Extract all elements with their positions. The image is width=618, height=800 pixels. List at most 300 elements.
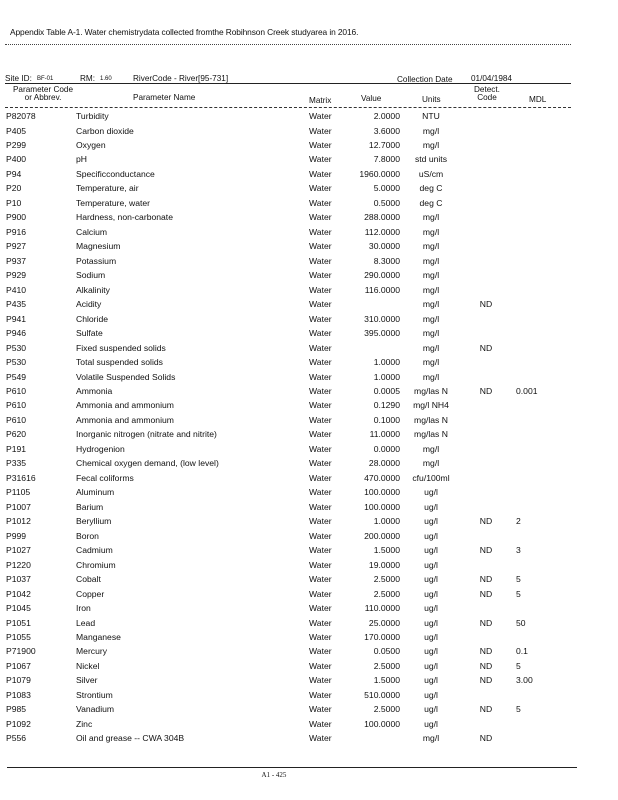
table-row: [0, 110, 618, 125]
table-row: [0, 414, 618, 429]
parameter-name-cell: Calcium: [76, 226, 108, 237]
table-row: [0, 559, 618, 574]
table-row: [0, 342, 618, 357]
value-cell: 100.0000: [364, 501, 400, 512]
value-cell: 25.0000: [368, 617, 400, 628]
table-row: [0, 298, 618, 313]
value-cell: 28.0000: [368, 458, 400, 469]
parameter-code-cell: P610: [6, 414, 27, 425]
units-cell: ug/l: [424, 530, 438, 541]
table-row: [0, 211, 618, 226]
detect-code-cell: ND: [479, 385, 493, 396]
units-cell: ug/l: [424, 704, 438, 715]
detect-code-cell: ND: [479, 675, 493, 686]
parameter-code-cell: P71900: [6, 646, 36, 657]
detect-code-cell: ND: [479, 574, 493, 584]
parameter-name-cell: Silver: [76, 675, 98, 686]
value-cell: 112.0000: [364, 226, 400, 237]
value-cell: 8.3000: [373, 255, 400, 266]
units-cell: mg/l: [422, 241, 440, 252]
parameter-name-cell: Vanadium: [76, 704, 115, 715]
parameter-code-cell: P927: [6, 241, 27, 252]
units-cell: ug/l: [424, 718, 438, 729]
parameter-name-cell: Specificconductance: [76, 168, 155, 179]
matrix-cell: Water: [309, 357, 332, 367]
column-header-detect-line2: Code: [477, 93, 497, 102]
parameter-name-cell: Nickel: [76, 660, 100, 671]
matrix-cell: Water: [309, 501, 332, 512]
detect-code-cell: ND: [479, 545, 493, 556]
parameter-name-cell: Aluminum: [76, 487, 115, 498]
matrix-cell: Water: [309, 588, 332, 599]
units-cell: mg/l: [422, 357, 440, 367]
table-row: [0, 269, 618, 284]
value-cell: 1.0000: [373, 357, 400, 367]
units-cell: mg/l NH4: [413, 400, 449, 411]
parameter-code-cell: P31616: [6, 472, 36, 483]
table-row: [0, 631, 618, 646]
parameter-name-cell: Copper: [76, 588, 105, 599]
collection-date-label: Collection Date: [397, 75, 453, 84]
parameter-code-cell: P1220: [6, 559, 31, 570]
parameter-code-cell: P530: [6, 357, 27, 367]
table-row: [0, 385, 618, 400]
parameter-code-cell: P1037: [6, 574, 31, 584]
value-cell: 100.0000: [364, 487, 400, 498]
parameter-name-cell: Ammonia and ammonium: [76, 400, 174, 411]
table-row: [0, 443, 618, 458]
value-cell: 7.8000: [373, 154, 400, 165]
units-cell: ug/l: [424, 559, 438, 570]
table-row: [0, 399, 618, 414]
value-cell: 30.0000: [368, 241, 400, 252]
parameter-name-cell: Cobalt: [76, 574, 101, 584]
value-cell: 2.5000: [373, 574, 400, 584]
matrix-cell: Water: [309, 660, 332, 671]
mdl-cell: 2: [516, 516, 521, 527]
matrix-cell: Water: [309, 718, 332, 729]
units-cell: mg/las N: [414, 385, 448, 396]
units-cell: mg/l: [422, 313, 440, 324]
mdl-cell: 5: [516, 574, 521, 584]
value-cell: 200.0000: [364, 530, 400, 541]
parameter-code-cell: P1045: [6, 603, 31, 613]
matrix-cell: Water: [309, 704, 332, 715]
parameter-code-cell: P299: [6, 139, 27, 150]
table-row: [0, 645, 618, 660]
parameter-code-cell: P941: [6, 313, 27, 324]
parameter-name-cell: Magnesium: [76, 241, 121, 252]
detect-code-cell: ND: [479, 299, 493, 310]
matrix-cell: Water: [309, 487, 332, 498]
matrix-cell: Water: [309, 385, 332, 396]
value-cell: 0.5000: [373, 197, 400, 208]
parameter-code-cell: P1092: [6, 718, 31, 729]
matrix-cell: Water: [309, 516, 332, 527]
parameter-name-cell: Hydrogenion: [76, 443, 125, 454]
matrix-cell: Water: [309, 284, 332, 295]
value-cell: 1.0000: [373, 371, 400, 382]
parameter-code-cell: P1079: [6, 675, 31, 686]
table-row: [0, 660, 618, 675]
parameter-name-cell: Zinc: [76, 718, 93, 729]
site-id-label: Site ID:: [5, 74, 32, 83]
parameter-name-cell: Iron: [76, 603, 91, 613]
table-row: [0, 544, 618, 559]
units-cell: ug/l: [424, 574, 438, 584]
parameter-code-cell: P556: [6, 733, 27, 744]
table-row: [0, 501, 618, 516]
value-cell: 395.0000: [364, 328, 400, 339]
parameter-name-cell: Lead: [76, 617, 96, 628]
table-row: [0, 168, 618, 183]
column-header-detect-line1: Detect.: [474, 85, 500, 94]
parameter-code-cell: P191: [6, 443, 27, 454]
matrix-cell: Water: [309, 125, 332, 136]
units-cell: NTU: [422, 111, 440, 121]
parameter-code-cell: P946: [6, 328, 27, 339]
matrix-cell: Water: [309, 530, 332, 541]
parameter-code-cell: P1042: [6, 588, 31, 599]
parameter-name-cell: Total suspended solids: [76, 357, 163, 367]
units-cell: mg/l: [422, 284, 440, 295]
units-cell: ug/l: [424, 675, 438, 686]
parameter-name-cell: Cadmium: [76, 545, 113, 556]
matrix-cell: Water: [309, 429, 332, 440]
value-cell: 1.5000: [373, 545, 400, 556]
value-cell: 11.0000: [369, 429, 400, 440]
units-cell: ug/l: [424, 501, 438, 512]
units-cell: mg/las N: [414, 414, 448, 425]
parameter-name-cell: Chloride: [76, 313, 109, 324]
matrix-cell: Water: [309, 617, 332, 628]
units-cell: mg/las N: [414, 429, 448, 440]
matrix-cell: Water: [309, 183, 332, 194]
units-cell: ug/l: [424, 603, 438, 613]
detect-code-cell: ND: [479, 660, 493, 671]
table-row: [0, 689, 618, 704]
rm-label: RM:: [80, 74, 96, 83]
detect-code-cell: ND: [479, 588, 493, 599]
parameter-name-cell: Turbidity: [76, 111, 109, 121]
title-divider: [5, 44, 571, 45]
table-row: [0, 428, 618, 443]
matrix-cell: Water: [309, 545, 332, 556]
parameter-code-cell: P400: [6, 154, 27, 165]
matrix-cell: Water: [309, 270, 332, 281]
parameter-name-cell: Alkalinity: [76, 284, 110, 295]
units-cell: ug/l: [424, 487, 438, 498]
parameter-code-cell: P1012: [6, 516, 31, 527]
parameter-code-cell: P1083: [6, 689, 31, 700]
parameter-name-cell: Chromium: [76, 559, 116, 570]
detect-code-cell: ND: [479, 733, 493, 744]
units-cell: ug/l: [424, 588, 438, 599]
matrix-cell: Water: [309, 559, 332, 570]
table-row: [0, 530, 618, 545]
mdl-cell: 5: [516, 704, 521, 715]
table-row: [0, 327, 618, 342]
table-row: [0, 125, 618, 140]
matrix-cell: Water: [309, 154, 332, 165]
value-cell: 2.5000: [373, 588, 400, 599]
parameter-name-cell: Oil and grease -- CWA 304B: [76, 733, 185, 744]
mdl-cell: 5: [516, 588, 521, 599]
value-cell: 19.0000: [368, 559, 400, 570]
table-row: [0, 718, 618, 733]
value-cell: 0.1000: [373, 414, 400, 425]
matrix-cell: Water: [309, 197, 332, 208]
value-cell: 1960.0000: [359, 168, 400, 179]
matrix-cell: Water: [309, 226, 332, 237]
rm-value: 1.60: [100, 76, 112, 82]
parameter-code-cell: P610: [6, 385, 27, 396]
parameter-name-cell: Carbon dioxide: [76, 125, 134, 136]
table-row: [0, 457, 618, 472]
column-header-code-line1: Parameter Code: [12, 85, 74, 94]
table-row: [0, 472, 618, 487]
table-row: [0, 182, 618, 197]
table-row: [0, 486, 618, 501]
parameter-name-cell: Volatile Suspended Solids: [76, 371, 176, 382]
units-cell: mg/l: [422, 733, 440, 744]
matrix-cell: Water: [309, 443, 332, 454]
matrix-cell: Water: [309, 255, 332, 266]
matrix-cell: Water: [309, 458, 332, 469]
parameter-name-cell: Beryllium: [76, 516, 112, 527]
river-code: RiverCode - River[95-731]: [133, 74, 229, 83]
parameter-code-cell: P410: [6, 284, 27, 295]
page-number: A1 - 425: [261, 771, 287, 779]
parameter-code-cell: P405: [6, 125, 27, 136]
table-row: [0, 573, 618, 588]
value-cell: 3.6000: [373, 125, 400, 136]
parameter-name-cell: Manganese: [76, 631, 121, 642]
units-cell: ug/l: [424, 545, 438, 556]
units-cell: mg/l: [422, 443, 440, 454]
detect-code-cell: ND: [479, 704, 493, 715]
parameter-code-cell: P1027: [6, 545, 31, 556]
mdl-cell: 0.1: [516, 646, 528, 657]
parameter-code-cell: P900: [6, 212, 27, 223]
parameter-name-cell: Barium: [76, 501, 104, 512]
parameter-code-cell: P20: [6, 183, 22, 194]
parameter-name-cell: Hardness, non-carbonate: [76, 212, 173, 223]
parameter-name-cell: Potassium: [76, 255, 117, 266]
units-cell: ug/l: [424, 631, 438, 642]
table-row: [0, 515, 618, 530]
units-cell: ug/l: [424, 689, 438, 700]
parameter-name-cell: Temperature, air: [76, 183, 139, 194]
parameter-code-cell: P929: [6, 270, 27, 281]
header-divider: [5, 83, 571, 84]
site-id-value: BF-01: [37, 76, 54, 82]
matrix-cell: Water: [309, 328, 332, 339]
parameter-code-cell: P94: [6, 168, 22, 179]
matrix-cell: Water: [309, 574, 332, 584]
parameter-name-cell: Mercury: [76, 646, 108, 657]
units-cell: cfu/100ml: [412, 472, 450, 483]
parameter-name-cell: Temperature, water: [76, 197, 151, 208]
value-cell: 470.0000: [364, 472, 400, 483]
parameter-name-cell: Boron: [76, 530, 99, 541]
matrix-cell: Water: [309, 299, 332, 310]
mdl-cell: 5: [516, 660, 521, 671]
matrix-cell: Water: [309, 603, 332, 613]
value-cell: 5.0000: [373, 183, 400, 194]
table-row: [0, 732, 618, 747]
value-cell: 2.0000: [373, 111, 400, 121]
matrix-cell: Water: [309, 646, 332, 657]
parameter-name-cell: Ammonia and ammonium: [76, 414, 174, 425]
units-cell: mg/l: [422, 226, 440, 237]
matrix-cell: Water: [309, 342, 332, 353]
parameter-code-cell: P549: [6, 371, 27, 382]
parameter-name-cell: Fixed suspended solids: [76, 342, 166, 353]
detect-code-cell: ND: [479, 646, 493, 657]
table-row: [0, 197, 618, 212]
column-header-mdl: MDL: [529, 95, 547, 104]
units-cell: mg/l: [422, 458, 440, 469]
matrix-cell: Water: [309, 675, 332, 686]
footer-divider: [7, 767, 577, 768]
column-header-matrix: Matrix: [309, 96, 332, 105]
units-cell: mg/l: [422, 342, 440, 353]
column-header-name: Parameter Name: [133, 93, 196, 102]
table-row: [0, 588, 618, 603]
matrix-cell: Water: [309, 631, 332, 642]
table-row: [0, 284, 618, 299]
table-row: [0, 356, 618, 371]
parameter-code-cell: P335: [6, 458, 27, 469]
value-cell: 0.0500: [373, 646, 400, 657]
parameter-code-cell: P530: [6, 342, 27, 353]
matrix-cell: Water: [309, 400, 332, 411]
table-row: [0, 674, 618, 689]
parameter-code-cell: P1067: [6, 660, 31, 671]
value-cell: 170.0000: [364, 631, 400, 642]
detect-code-cell: ND: [479, 516, 493, 527]
matrix-cell: Water: [309, 168, 332, 179]
collection-date-value: 01/04/1984: [471, 74, 512, 83]
units-cell: ug/l: [424, 646, 438, 657]
table-row: [0, 313, 618, 328]
parameter-code-cell: P10: [6, 197, 22, 208]
parameter-name-cell: Strontium: [76, 689, 113, 700]
value-cell: 2.5000: [373, 660, 400, 671]
parameter-code-cell: P985: [6, 704, 27, 715]
value-cell: 116.0000: [364, 284, 400, 295]
matrix-cell: Water: [309, 212, 332, 223]
table-row: [0, 602, 618, 617]
parameter-code-cell: P1055: [6, 631, 31, 642]
value-cell: 0.1290: [373, 400, 400, 411]
parameter-name-cell: Oxygen: [76, 139, 106, 150]
parameter-code-cell: P1007: [6, 501, 31, 512]
units-cell: std units: [414, 154, 447, 165]
value-cell: 290.0000: [364, 270, 400, 281]
parameter-code-cell: P916: [6, 226, 27, 237]
units-cell: ug/l: [424, 516, 438, 527]
units-cell: mg/l: [422, 255, 440, 266]
value-cell: 510.0000: [364, 689, 400, 700]
value-cell: 0.0005: [373, 385, 400, 396]
table-row: [0, 371, 618, 386]
parameter-name-cell: Fecal coliforms: [76, 472, 134, 483]
table-row: [0, 226, 618, 241]
value-cell: 1.0000: [373, 516, 400, 527]
value-cell: 0.0000: [373, 443, 400, 454]
mdl-cell: 0.001: [516, 385, 538, 396]
units-cell: ug/l: [424, 617, 438, 628]
table-row: [0, 255, 618, 270]
parameter-code-cell: P1051: [6, 617, 31, 628]
matrix-cell: Water: [309, 733, 332, 744]
column-header-code-line2: or Abbrev.: [24, 93, 62, 102]
units-cell: mg/l: [422, 299, 440, 310]
units-cell: mg/l: [422, 371, 440, 382]
matrix-cell: Water: [309, 371, 332, 382]
column-header-value: Value: [361, 94, 382, 103]
table-row: [0, 153, 618, 168]
table-row: [0, 139, 618, 154]
matrix-cell: Water: [309, 111, 332, 121]
parameter-name-cell: Sulfate: [76, 328, 103, 339]
table-row: [0, 703, 618, 718]
column-header-divider: [5, 107, 571, 108]
table-row: [0, 240, 618, 255]
value-cell: 110.0000: [364, 603, 400, 613]
value-cell: 1.5000: [373, 675, 400, 686]
value-cell: 2.5000: [373, 704, 400, 715]
matrix-cell: Water: [309, 241, 332, 252]
mdl-cell: 3: [516, 545, 521, 556]
parameter-name-cell: Chemical oxygen demand, (low level): [76, 458, 219, 469]
matrix-cell: Water: [309, 313, 332, 324]
value-cell: 100.0000: [364, 718, 400, 729]
parameter-code-cell: P620: [6, 429, 27, 440]
parameter-code-cell: P999: [6, 530, 27, 541]
parameter-code-cell: P610: [6, 400, 27, 411]
matrix-cell: Water: [309, 414, 332, 425]
parameter-name-cell: Sodium: [76, 270, 106, 281]
matrix-cell: Water: [309, 139, 332, 150]
table-title: Appendix Table A-1. Water chemistrydata collected fromthe Robihnson Creek studyarea in 2016.: [10, 27, 359, 37]
column-header-code: [6, 86, 80, 102]
parameter-code-cell: P82078: [6, 111, 36, 121]
detect-code-cell: ND: [479, 617, 493, 628]
parameter-code-cell: P435: [6, 299, 27, 310]
parameter-name-cell: Ammonia: [76, 385, 113, 396]
units-cell: ug/l: [424, 660, 438, 671]
units-cell: deg C: [419, 183, 443, 194]
value-cell: 12.7000: [368, 139, 400, 150]
units-cell: mg/l: [422, 270, 440, 281]
mdl-cell: 3.00: [516, 675, 533, 686]
units-cell: mg/l: [422, 212, 440, 223]
value-cell: 288.0000: [364, 212, 400, 223]
value-cell: 310.0000: [364, 313, 400, 324]
units-cell: mg/l: [422, 125, 440, 136]
matrix-cell: Water: [309, 689, 332, 700]
units-cell: mg/l: [422, 328, 440, 339]
parameter-name-cell: Acidity: [76, 299, 102, 310]
detect-code-cell: ND: [479, 342, 493, 353]
mdl-cell: 50: [516, 617, 526, 628]
table-row: [0, 617, 618, 632]
parameter-name-cell: pH: [76, 154, 87, 165]
units-cell: uS/cm: [418, 168, 444, 179]
